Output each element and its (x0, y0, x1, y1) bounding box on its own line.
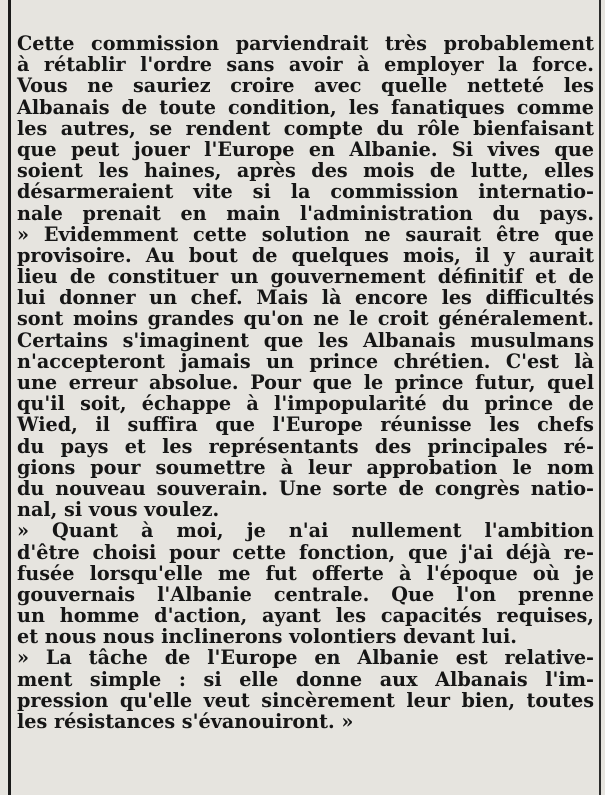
text-line: gions pour soumettre à leur approbation le nom (17, 455, 594, 479)
text-line: les résistances s'évanouiront. » (17, 710, 354, 733)
text-line: » Evidemment cette solution ne saurait être que (17, 222, 594, 246)
text-line: les autres, se rendent compte du rôle bienfaisant (17, 116, 594, 140)
text-line: fusée lorsqu'elle me fut offerte à l'époque où je (17, 561, 594, 585)
text-line: Certains s'imaginent que les Albanais musulmans (17, 328, 594, 352)
text-line: du pays et les représentants des principales ré- (17, 434, 594, 458)
text-line: que peut jouer l'Europe en Albanie. Si vives que (17, 137, 594, 161)
text-line: nale prenait en main l'administration du pays. (17, 201, 594, 225)
text-line: Wied, il suffira que l'Europe réunisse les chefs (17, 413, 594, 437)
text-line: » Quant à moi, je n'ai nullement l'ambition (17, 519, 594, 543)
text-line: une erreur absolue. Pour que le prince futur, quel (17, 371, 594, 394)
text-line: Vous ne sauriez croire avec quelle netteté les (17, 74, 594, 98)
text-line: un homme d'action, ayant les capacités requises, (17, 604, 594, 628)
text-line: provisoire. Au bout de quelques mois, il y aurait (17, 243, 594, 267)
text-line: sont moins grandes qu'on ne le croit généralement. (17, 307, 594, 331)
text-line: ment simple : si elle donne aux Albanais l'im- (17, 667, 594, 691)
show-through-text-top (18, 0, 588, 30)
show-through-text-bottom (18, 782, 588, 795)
text-line: gouvernais l'Albanie centrale. Que l'on prenne (17, 582, 594, 606)
text-line: » La tâche de l'Europe en Albanie est relative- (17, 646, 594, 670)
text-line: désarmeraient vite si la commission internatio- (17, 180, 594, 204)
text-line: pression qu'elle veut sincèrement leur bien, toutes (17, 688, 594, 712)
text-line: lui donner un chef. Mais là encore les difficultés (17, 286, 594, 310)
text-line: à rétablir l'ordre sans avoir à employer la force. (17, 53, 594, 77)
text-line: n'accepteront jamais un prince chrétien. C'est là (17, 349, 594, 373)
article-column (17, 33, 594, 732)
text-line: nal, si vous voulez. (17, 498, 220, 522)
text-line: qu'il soit, échappe à l'impopularité du prince de (17, 392, 594, 416)
column-rule-right (599, 0, 601, 795)
text-line: du nouveau souverain. Une sorte de congrès natio- (17, 476, 594, 500)
text-line: soient les haines, après des mois de lutte, elles (17, 159, 594, 183)
text-line: Cette commission parviendrait très probablement (17, 32, 594, 55)
text-line: lieu de constituer un gouvernement définitif et de (17, 265, 594, 289)
text-line: d'être choisi pour cette fonction, que j'ai déjà re- (17, 540, 594, 564)
text-line: et nous nous inclinerons volontiers devant lui. (17, 625, 517, 649)
text-line: Albanais de toute condition, les fanatiques comme (17, 95, 594, 119)
column-rule-left (8, 0, 11, 795)
